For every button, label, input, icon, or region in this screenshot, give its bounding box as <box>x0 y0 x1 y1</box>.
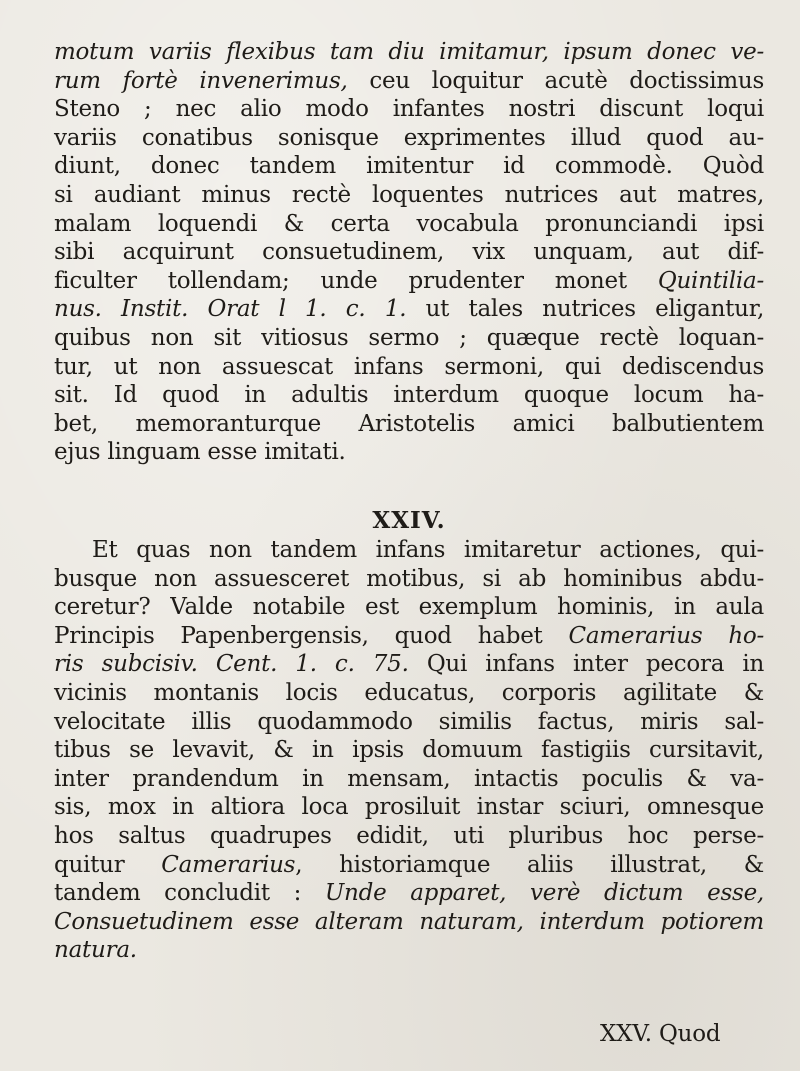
roman-text: busque non assuesceret motibus, si ab hominibus abdu- <box>54 565 764 592</box>
italic-text: Consuetudinem esse alteram naturam, interdum potiorem <box>54 908 764 935</box>
text-line <box>54 267 764 296</box>
text-line <box>54 124 764 153</box>
text-line <box>54 353 764 382</box>
text-line <box>54 324 764 353</box>
roman-text: sit. Id quod in adultis interdum quoque locum ha- <box>54 382 764 409</box>
text-line <box>54 238 764 267</box>
text-line <box>54 210 764 239</box>
text-line <box>54 736 764 765</box>
paragraph-continued <box>54 38 764 467</box>
text-line <box>54 152 764 181</box>
roman-text: Qui infans inter pecora in <box>408 651 765 678</box>
roman-text: vicinis montanis locis educatus, corporis agilitate & <box>54 679 764 706</box>
italic-text: rum fortè invenerimus, <box>54 67 348 94</box>
text-line <box>54 679 764 708</box>
paragraph-section-xxiv <box>54 536 764 965</box>
italic-text: nus. Instit. Orat l 1. c. 1. <box>54 296 407 323</box>
roman-text: ficulter tollendam; unde prudenter monet <box>54 267 658 294</box>
roman-text: malam loquendi & certa vocabula pronunciandi ipsi <box>54 210 764 237</box>
roman-text: Principis Papenbergensis, quod habet <box>54 622 569 649</box>
section-heading-wrap <box>54 507 764 536</box>
text-line <box>54 908 764 937</box>
roman-text: sibi acquirunt consuetudinem, vix unquam, aut dif- <box>54 239 764 266</box>
italic-text: ris subcisiv. Cent. 1. c. 75. <box>54 651 409 678</box>
text-line <box>54 879 764 908</box>
roman-text: tandem concludit : <box>54 880 325 907</box>
text-line <box>54 936 764 965</box>
text-line <box>54 622 764 651</box>
roman-text: bet, memoranturque Aristotelis amici balbutientem <box>54 410 764 437</box>
roman-text: quibus non sit vitiosus sermo ; quæque rectè loquan- <box>54 324 764 351</box>
roman-text: , historiamque aliis illustrat, & <box>295 851 764 878</box>
roman-text: diunt, donec tandem imitentur id commodè. Quòd <box>54 153 764 180</box>
italic-text: Camerarius <box>161 851 296 878</box>
roman-text: inter prandendum in mensam, intactis poculis & va- <box>54 765 764 792</box>
roman-text: Steno ; nec alio modo infantes nostri discunt loqui <box>54 96 764 123</box>
roman-text: sis, mox in altiora loca prosiluit instar sciuri, omnesque <box>54 794 764 821</box>
text-line <box>54 708 764 737</box>
text-line <box>54 822 764 851</box>
roman-text: ceretur? Valde notabile est exemplum hominis, in aula <box>54 594 764 621</box>
text-line <box>54 793 764 822</box>
roman-text: ceu loquitur acutè doctissimus <box>347 67 764 94</box>
text-line <box>54 765 764 794</box>
italic-text: motum variis flexibus tam diu imitamur, ipsum donec ve- <box>54 39 764 65</box>
roman-text: tibus se levavit, & in ipsis domuum fastigiis cursitavit, <box>54 737 764 764</box>
text-line <box>54 593 764 622</box>
roman-text: variis conatibus sonisque exprimentes illud quod au- <box>54 124 764 151</box>
text-line <box>54 650 764 679</box>
catchword: XXV. Quod <box>600 1021 721 1047</box>
roman-text: ut tales nutrices eligantur, <box>406 296 764 323</box>
roman-text: quitur <box>54 851 162 878</box>
text-line <box>54 38 764 67</box>
italic-text: Quintilia- <box>657 267 764 294</box>
roman-text: Et quas non tandem infans imitaretur actiones, qui- <box>92 537 764 563</box>
text-line <box>54 181 764 210</box>
text-line <box>54 438 764 467</box>
roman-text: si audiant minus rectè loquentes nutrices aut matres, <box>54 181 764 208</box>
section-heading: XXIV. <box>372 507 446 534</box>
text-line <box>54 851 764 880</box>
roman-text: tur, ut non assuescat infans sermoni, qui dediscendus <box>54 353 764 380</box>
text-line <box>54 381 764 410</box>
text-line <box>54 67 764 96</box>
text-line <box>54 95 764 124</box>
roman-text: hos saltus quadrupes edidit, uti pluribus hoc perse- <box>54 822 764 849</box>
roman-text: velocitate illis quodammodo similis factus, miris sal- <box>54 708 764 735</box>
italic-text: Camerarius ho- <box>568 622 764 649</box>
text-line <box>54 536 764 565</box>
italic-text: natura. <box>54 937 137 964</box>
text-line <box>54 295 764 324</box>
roman-text: ejus linguam esse imitati. <box>54 439 346 466</box>
italic-text: Unde apparet, verè dictum esse, <box>324 880 764 907</box>
text-line <box>54 410 764 439</box>
text-line <box>54 565 764 594</box>
